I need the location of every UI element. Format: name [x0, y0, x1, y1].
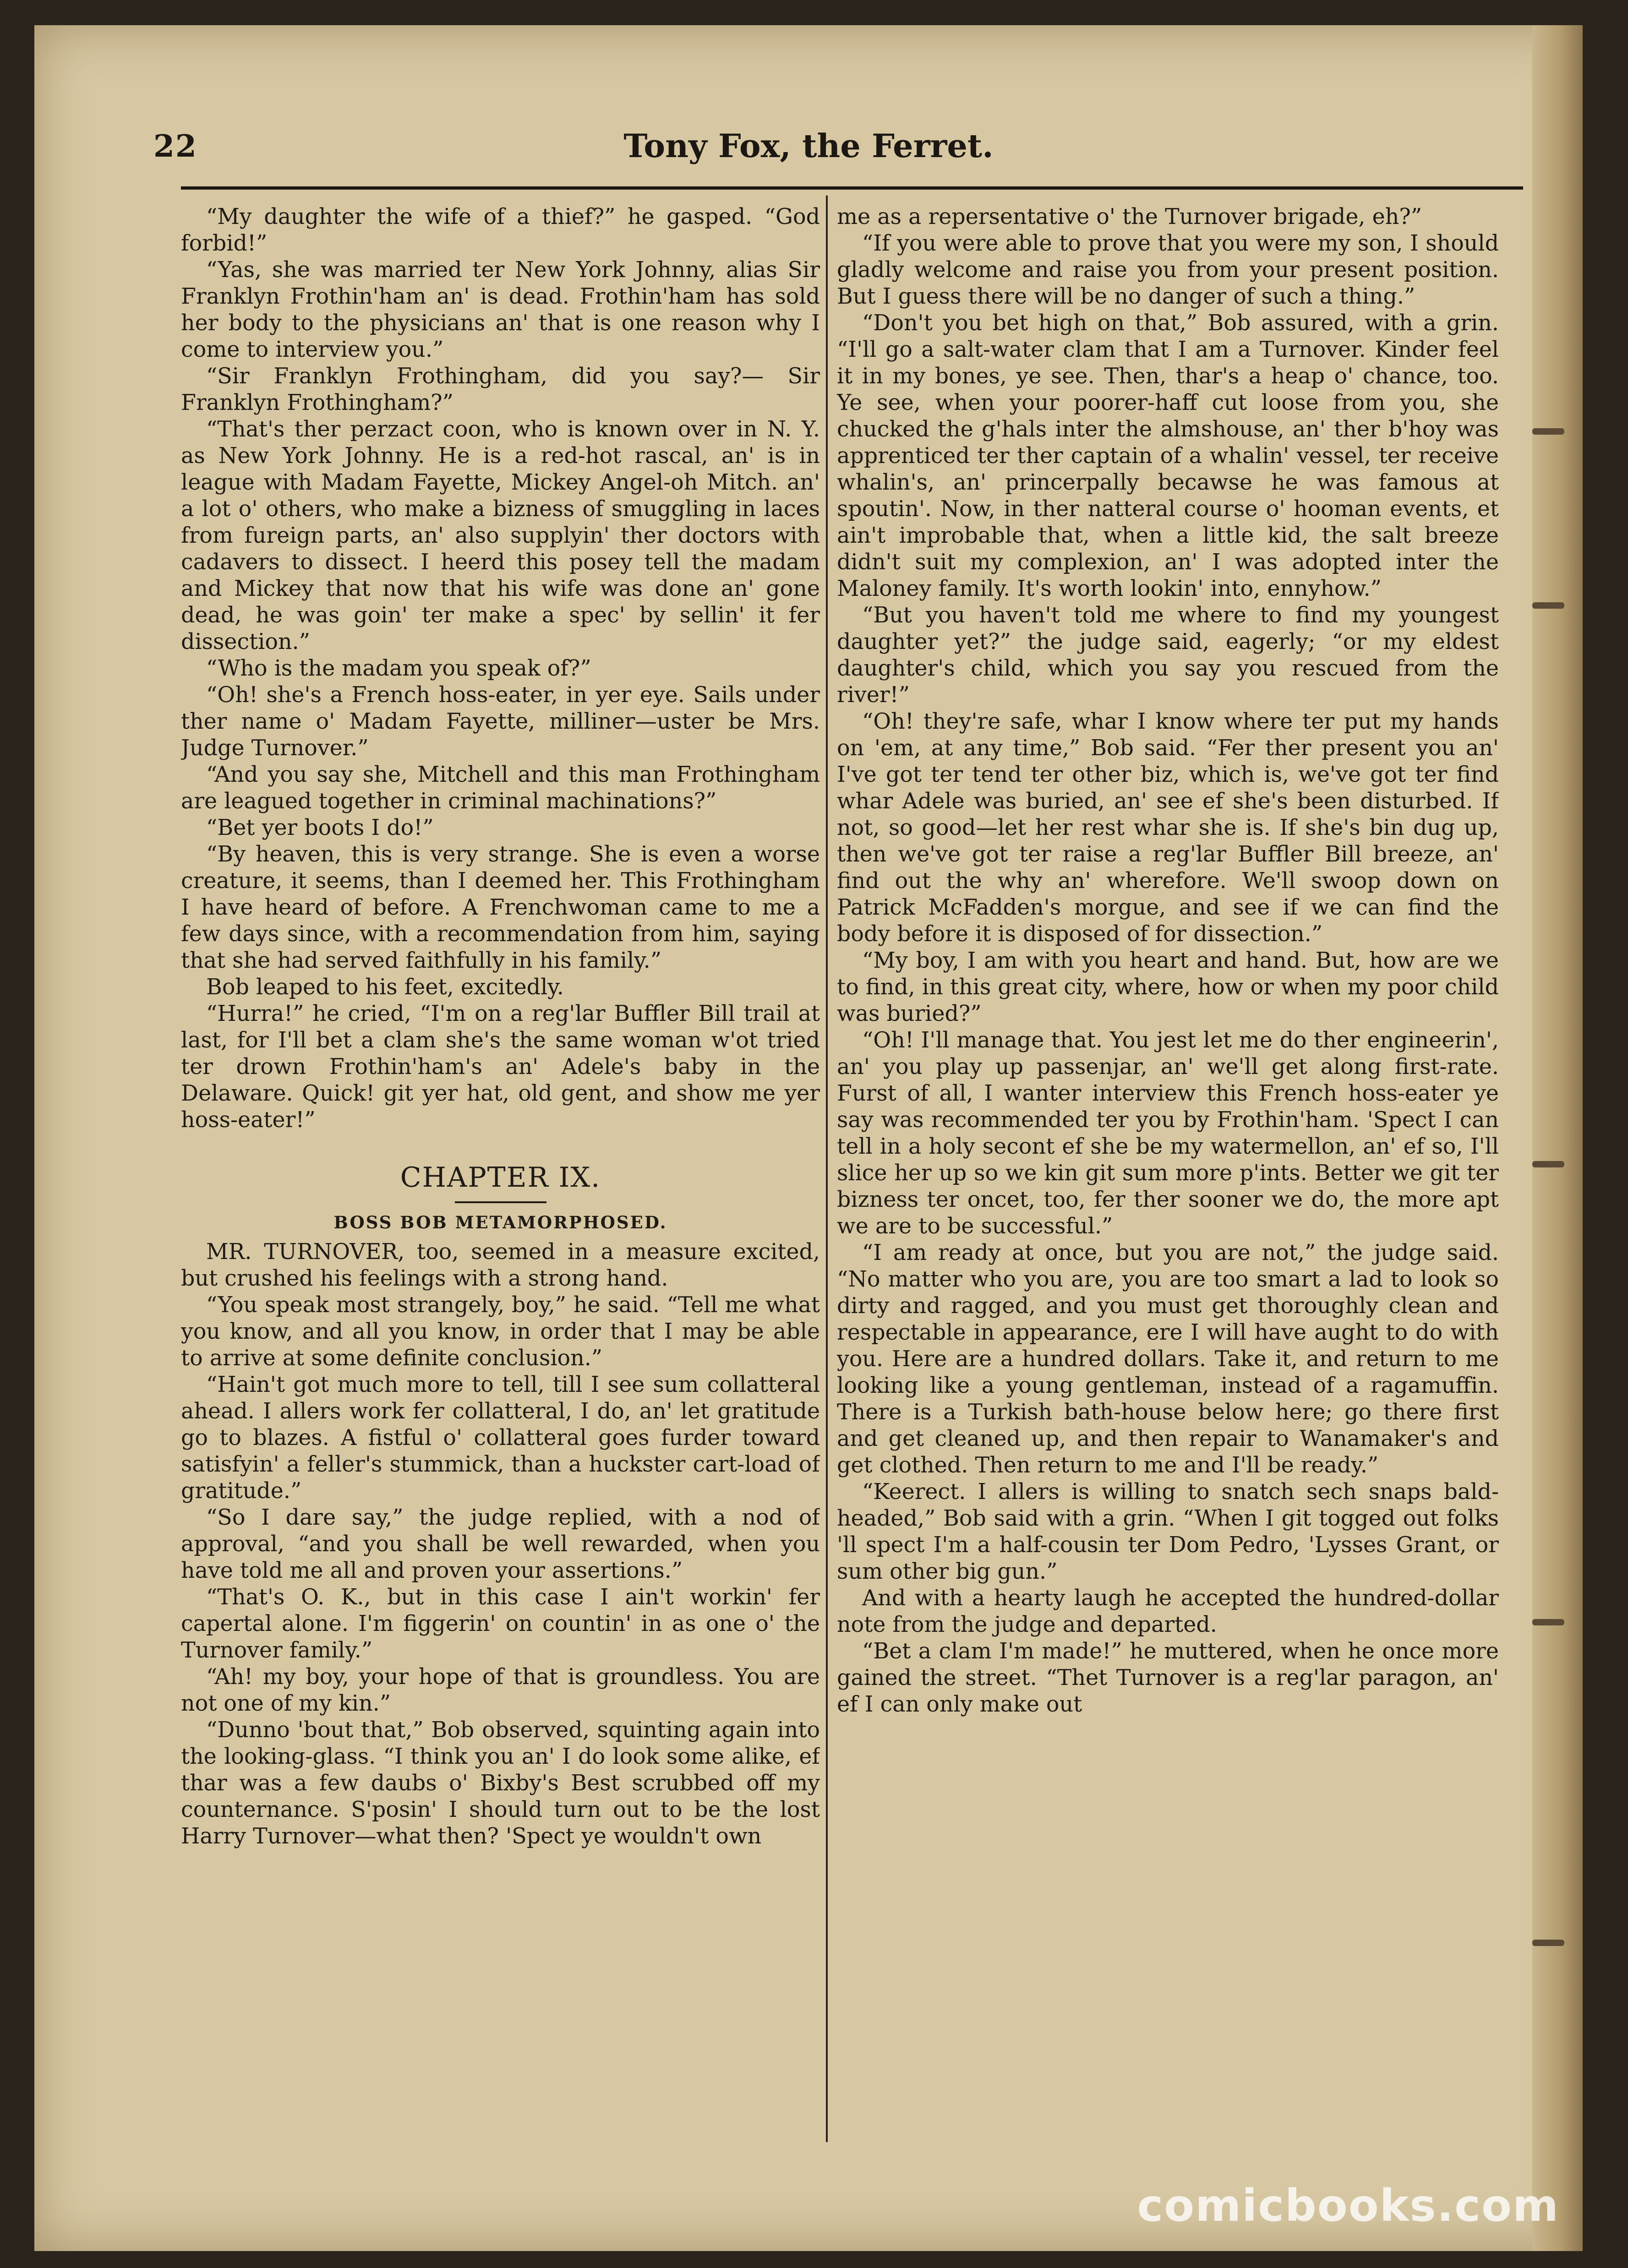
chapter-title: CHAPTER IX.: [400, 1161, 601, 1194]
right-paragraphs: [837, 204, 1499, 1718]
paragraph: “I am ready at once, but you are not,” the judge said. “No matter who you are, you are too smart a lad to look so dirty and ragged, and you must get thoroughly clean and respectable in appearance, ere I will have aught to do with you. Here are a hundred dollars. Take it, and return to me looking like a young gentleman, instead of a ragamuffin. There is a Turkish bath-house below here; go there first and get cleaned up, and then repair to Wanamaker's and get clothed. Then return to me and I'll be ready.”: [837, 1240, 1499, 1478]
paragraph: “Oh! she's a French hoss-eater, in yer eye. Sails under ther name o' Madam Fayette, milliner—uster be Mrs. Judge Turnover.”: [181, 682, 820, 761]
paragraph: “Ah! my boy, your hope of that is groundless. You are not one of my kin.”: [181, 1664, 820, 1716]
paragraph: “By heaven, this is very strange. She is even a worse creature, it seems, than I deemed her. This Frothingham I have heard of before. A Frenchwoman came to me a few days since, with a recommendation from him, saying that she had served faithfully in his family.”: [181, 842, 820, 973]
paragraph: “My boy, I am with you heart and hand. But, how are we to find, in this great city, where, how or when my poor child was buried?”: [837, 948, 1499, 1026]
book-page: [34, 25, 1583, 2251]
paragraph: me as a repersentative o' the Turnover brigade, eh?”: [837, 204, 1422, 229]
paragraph: “Dunno 'bout that,” Bob observed, squinting again into the looking-glass. “I think you an' I do look some alike, ef thar was a few daubs o' Bixby's Best scrubbed off my counternance. S'posin' I should turn out to be the lost Harry Turnover—what then? 'Spect ye wouldn't own: [181, 1717, 820, 1849]
header-rule: [181, 186, 1523, 190]
paragraph: “My daughter the wife of a thief?” he gasped. “God forbid!”: [181, 204, 820, 256]
binding-punch: [1532, 1161, 1564, 1167]
paragraph: “That's O. K., but in this case I ain't workin' fer capertal alone. I'm figgerin' on countin' in as one o' the Turnover family.”: [181, 1585, 820, 1663]
right-column: [837, 204, 1499, 2150]
paragraph: “Don't you bet high on that,” Bob assured, with a grin. “I'll go a salt-water clam that I am a Turnover. Kinder feel it in my bones, ye see. Then, thar's a heap o' chance, too. Ye see, when your poorer-haff cut loose from you, she chucked the g'hals inter the almshouse, an' ther b'hoy was apprenticed ter ther captain of a whalin' vessel, ter receive whalin's, an' princerpally becawse he was famous at spoutin'. Now, in ther natteral course o' hooman events, et ain't improbable that, when a little kid, the salt breeze didn't suit my complexion, an' I was adopted inter the Maloney family. It's worth lookin' into, ennyhow.”: [837, 311, 1499, 601]
chapter-heading: [181, 1161, 820, 1233]
binding-punch: [1532, 428, 1564, 435]
left-paragraphs-before: [181, 204, 820, 1134]
paragraph: “You speak most strangely, boy,” he said. “Tell me what you know, and all you know, in order that I may be able to arrive at some definite conclusion.”: [181, 1292, 820, 1371]
paragraph: “If you were able to prove that you were my son, I should gladly welcome and raise you from your present position. But I guess there will be no danger of such a thing.”: [837, 231, 1499, 309]
paragraph: Bob leaped to his feet, excitedly.: [206, 975, 564, 1000]
paragraph: And with a hearty laugh he accepted the hundred-dollar note from the judge and departed.: [837, 1586, 1499, 1637]
paragraph: “Oh! they're safe, whar I know where ter put my hands on 'em, at any time,” Bob said. “Fer ther present you an' I've got ter tend ter other biz, which is, we've got ter find whar Adele was buried, an' see ef she's been disturbed. If not, so good—let her rest whar she is. If she's bin dug up, then we've got ter raise a reg'lar Buffler Bill breeze, an' find out the why an' wherefore. We'll swoop down on Patrick McFadden's morgue, and see if we can find the body before it is disposed of for dissection.”: [837, 709, 1499, 947]
paragraph: “Bet a clam I'm made!” he muttered, when he once more gained the street. “Thet Turnover is a reg'lar paragon, an' ef I can only make out: [837, 1639, 1499, 1717]
paragraph: “So I dare say,” the judge replied, with a nod of approval, “and you shall be well rewarded, when you have told me all and proven your assertions.”: [181, 1505, 820, 1583]
chapter-rule: [455, 1201, 546, 1203]
paragraph: “Who is the madam you speak of?”: [206, 656, 591, 681]
paragraph: “Hurra!” he cried, “I'm on a reg'lar Buffler Bill trail at last, for I'll bet a clam she's the same woman w'ot tried ter drown Frothin'ham's an' Adele's baby in the Delaware. Quick! git yer hat, old gent, and show me yer hoss-eater!”: [181, 1001, 820, 1133]
paragraph: “Sir Franklyn Frothingham, did you say?— Sir Franklyn Frothingham?”: [181, 364, 820, 415]
paragraph: “And you say she, Mitchell and this man Frothingham are leagued together in criminal machinations?”: [181, 762, 820, 814]
watermark: comicbooks.com: [1137, 2180, 1559, 2231]
paragraph: “Yas, she was married ter New York Johnny, alias Sir Franklyn Frothin'ham an' is dead. Frothin'ham has sold her body to the physicians an' that is one reason why I come to interview you.”: [181, 257, 820, 362]
binding-punch: [1532, 1940, 1564, 1946]
paragraph: “That's ther perzact coon, who is known over in N. Y. as New York Johnny. He is a red-hot rascal, an' is in league with Madam Fayette, Mickey Angel-oh Mitch. an' a lot o' others, who make a bizness of smuggling in laces from fureign parts, an' also supplyin' ther doctors with cadavers to dissect. I heerd this posey tell the madam and Mickey that now that his wife was done an' gone dead, he was goin' ter make a spec' by sellin' it fer dissection.”: [181, 417, 820, 654]
paragraph: MR. TURNOVER, too, seemed in a measure excited, but crushed his feelings with a strong hand.: [181, 1239, 820, 1291]
paragraph: “Keerect. I allers is willing to snatch sech snaps bald-headed,” Bob said with a grin. “When I git togged out folks 'll spect I'm a half-cousin ter Dom Pedro, 'Lysses Grant, or sum other big gun.”: [837, 1479, 1499, 1584]
paragraph: “Bet yer boots I do!”: [206, 815, 434, 840]
chapter-subtitle: BOSS BOB METAMORPHOSED.: [333, 1212, 667, 1232]
paragraph: “But you haven't told me where to find my youngest daughter yet?” the judge said, eagerly; “or my eldest daughter's child, which you say you rescued from the river!”: [837, 603, 1499, 708]
running-title: Tony Fox, the Ferret.: [623, 127, 994, 165]
paragraph: “Oh! I'll manage that. You jest let me do ther engineerin', an' you play up passenjar, an' we'll get along first-rate. Furst of all, I wanter interview this French hoss-eater ye say was recommended ter you by Frothin'ham. 'Spect I can tell in a holy secont ef she be my watermellon, an' ef so, I'll slice her up so we kin git sum more p'ints. Better we git ter bizness ter oncet, too, fer ther sooner we do, the more apt we are to be successful.”: [837, 1028, 1499, 1239]
binding-punch: [1532, 602, 1564, 609]
paragraph: “Hain't got much more to tell, till I see sum collatteral ahead. I allers work fer collatteral, I do, an' let gratitude go to blazes. A fistful o' collatteral goes furder toward satisfyin' a feller's stummick, than a huckster cart-load of gratitude.”: [181, 1372, 820, 1504]
column-divider: [826, 196, 828, 2142]
left-column: [181, 204, 820, 2150]
left-paragraphs-after: [181, 1239, 820, 1850]
page-number: 22: [153, 128, 197, 164]
binding-edge: [1532, 25, 1583, 2251]
binding-punch: [1532, 1619, 1564, 1625]
